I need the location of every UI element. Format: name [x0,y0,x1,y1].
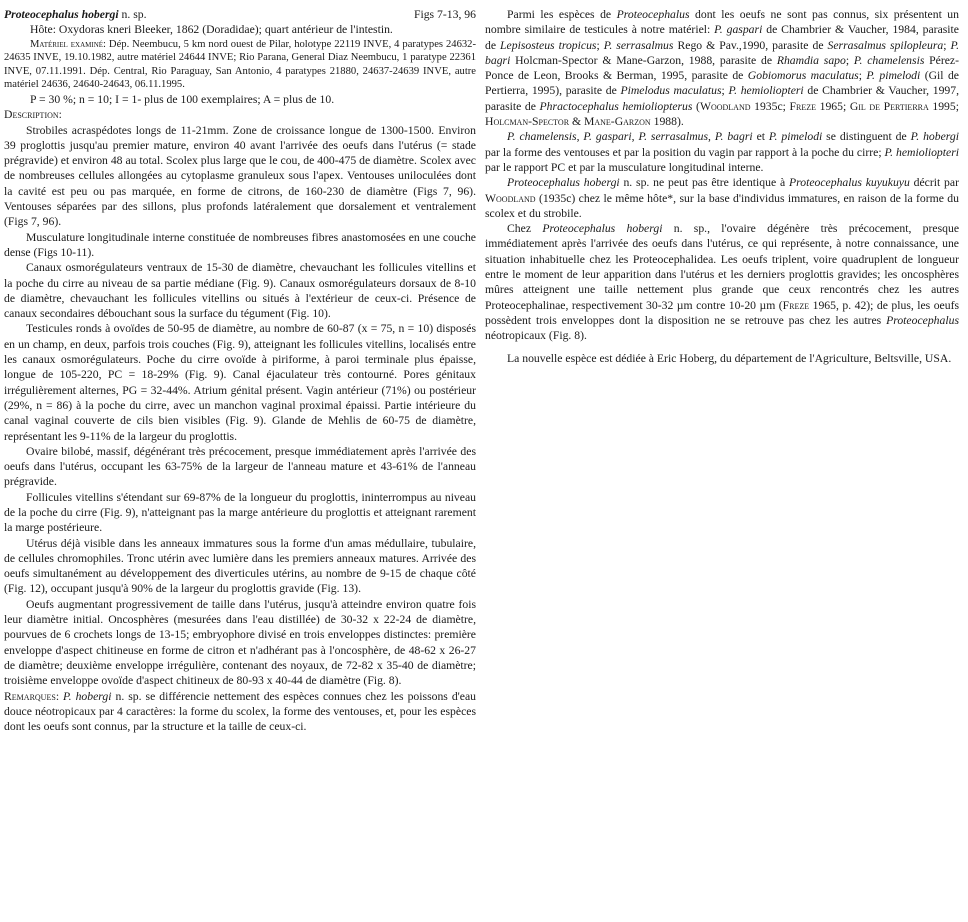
species-name: P. hobergi [910,130,959,144]
comparison-paragraph [485,7,959,129]
text-run: se distinguent de [822,130,911,144]
genus-name: Proteocephalus [886,313,959,327]
dedication-paragraph: La nouvelle espèce est dédiée à Eric Hoberg, du département de l'Agriculture, Beltsville, USA. [507,351,952,365]
species-name: Proteocephalus hobergi [507,176,620,190]
author-citation: Holcman-Spector & Mane-Garzon [485,115,651,129]
text-run: , [708,130,715,144]
species-name: P. bagri [485,38,960,67]
host-name: Phractocephalus hemioliopterus [539,99,693,113]
species-name: Proteocephalus hobergi [542,222,663,236]
material-label: Matériel examiné [30,38,104,50]
text-run: ; [596,38,604,52]
text-run: 1988). [650,115,684,129]
author-citation: Gil de Pertierra [849,99,929,113]
description-colon: : [58,108,62,122]
text-run: , [576,130,584,144]
text-run: Rego & Pav.,1990, parasite de [673,38,828,52]
species-name: P. bagri [714,130,753,144]
text-run: par le rapport PC et par la musculature longitudinal interne. [485,160,764,174]
author-citation: Woodland [699,99,751,113]
author-citation: Freze [789,99,817,113]
text-run: n. sp. ne peut pas être identique à [619,176,789,190]
author-citation: Freze [782,298,810,312]
text-run: de Chambrier & Vaucher, 1984, parasite de [485,23,959,52]
text-run: 1965, p. 42); de plus, les oeufs possèdent trois enveloppes dont la disposition ne se retrouve pas chez les autres [485,298,960,327]
text-run: ; [845,53,854,67]
remarks-text: n. sp. se différencie nettement des espèces connues chez les poissons d'eau douce néotropicaux par 4 caractères: la forme du scolex, la forme des ventouses, et, pour les espèces dont les oeufs sont connus, par la structure et la taille de ceux-ci. [4,689,477,734]
text-run: Holcman-Spector & Mane-Garzon, 1988, parasite de [510,53,777,67]
text-run: 1995; [928,99,959,113]
host-name: Pimelodus maculatus [620,84,722,98]
text-run: n. sp., l'ovaire dégénère très précocement, presque immédiatement après l'arrivée des oeufs dans l'utérus, ce qui représente, à notre connaissance, une situation inhabituelle chez les Proteocephalidea. Les oeufs triplent, voire quadruplent de longueur entre le moment de leur apparition dans l'utérus et les derniers proglottis gravides; les oncosphères mûres atteignent une taille nettement plus grande que ceux rencontrés chez les autres Proteocephalinae, respectivement 30-32 µm contre 10-20 µm ( [485,222,960,312]
comparison-paragraph [485,129,959,175]
genus-name: Proteocephalus [616,8,690,21]
text-run: Parmi les espèces de [507,8,617,21]
material-text: : Dép. Neembucu, 5 km nord ouest de Pilar, holotype 22119 INVE, 4 paratypes 24632-24635 INVE, 19.10.1982, autre matériel 24644 INVE; Rio Parana, General Diaz Neembucu, 1 paratype 22361 INVE, 07.11.1991. Dép. Central, Rio Paraguay, San Antonio, 4 paratypes 21880, 24637-24639 INVE, autre matériel 24636, 24640-24643, 06.11.1995. [4,38,476,91]
species-name: P. hemioliopteri [728,84,804,98]
species-name: P. chamelensis [853,53,925,67]
text-run: Chez [507,222,543,236]
figure-reference: Figs 7-13, 96 [413,8,476,21]
text-run: décrit par [909,176,959,190]
species-name: P. hemioliopteri [884,145,959,159]
description-paragraph: Oeufs augmentant progressivement de taille dans l'utérus, jusqu'à atteindre environ quatre fois leur diamètre initial. Oncosphères (mesurées dans l'eau distillée) de 30-32 x 22-24 de diamètre, pourvues de 6 crochets longs de 13-15; embryophore divisé en trois enveloppes distinctes: première enveloppe d'aspect chitineuse en forme de citron et n'adhérant pas à l'oncosphère, de 48-62 x 26-27 de diamètre; deuxième enveloppe irrégulière, contenant des noyaux, de 72-82 x 35-40 de diamètre; troisième enveloppe ovoïde d'aspect chitineux de 80-93 x 40-44 de diamètre (Fig. 8). [4,597,476,688]
description-paragraph: Follicules vitellins s'étendant sur 69-87% de la longueur du proglottis, ininterrompus au niveau de la poche du cirre (Fig. 9), n'atteignant pas la marge antérieure du proglottis et atteignant rarement la marge postérieure. [4,490,476,535]
remarks-species: P. hobergi [63,689,112,703]
species-name: P. gaspari [714,23,763,37]
description-heading [4,107,476,122]
text-run: Pérez-Ponce de Leon, Brooks & Berman, 1995, parasite de [485,53,960,83]
text-run: dont les oeufs ne sont pas connus, six présentent un nombre similaire de testicules à notre matériel: [485,8,959,37]
left-column [4,7,476,734]
host-name: Rhamdia sapo [776,53,846,67]
species-name: P. gaspari [583,130,632,144]
text-run: ; [858,69,867,83]
host-name: Lepisosteus tropicus [500,38,597,52]
host-name: Gobiomorus maculatus [747,69,859,83]
host-line: Hôte: Oxydoras kneri Bleeker, 1862 (Doradidae); quart antérieur de l'intestin. [30,23,393,37]
text-run: et [752,130,769,144]
species-suffix: n. sp. [118,8,147,21]
text-run: néotropicaux (Fig. 8). [485,329,587,343]
stats-line: P = 30 %; n = 10; I = 1- plus de 100 exemplaires; A = plus de 10. [30,92,335,106]
text-run: de Chambrier & Vaucher, 1997, parasite de [485,84,960,113]
comparison-paragraph [485,175,959,221]
author-citation: Woodland [485,191,536,205]
species-header [4,7,476,22]
remarks-colon: : [55,689,64,703]
species-heading [4,7,147,22]
description-paragraph: Utérus déjà visible dans les anneaux immatures sous la forme d'un amas médullaire, tubulaire, de cellules chromophiles. Tronc utérin avec lumière dans les premiers anneaux matures. Arrivée des oeufs simultanément au développement des diverticules utérins, au nombre de 9-15 de chaque côté (Fig. 12), occupant jusqu'à 90% de la largeur du proglottis gravide (Fig. 13). [4,536,476,596]
discussion-paragraph [485,221,959,343]
species-name: P. pimelodi [768,130,823,144]
species-name: Proteocephalus hobergi [4,8,119,21]
text-run: par la forme des ventouses et par la position du vagin par rapport à la poche du cirre; [485,145,885,159]
text-run: , [631,130,639,144]
description-paragraph: Canaux osmorégulateurs ventraux de 15-30 de diamètre, chevauchant les follicules vitellins et la poche du cirre au niveau de sa partie médiane (Fig. 9). Canaux osmorégulateurs dorsaux de 8-10 de diamètre, chevauchant les follicules vitellins ou situés à l'extérieur de ceux-ci. Présence de canaux secondaires débouchant sous la surface du tégument (Fig. 10). [4,261,476,321]
remarks-paragraph [4,689,476,735]
text-run: (Gil de Pertierra, 1995), parasite de [485,69,959,98]
description-paragraph: Testicules ronds à ovoïdes de 50-95 de diamètre, au nombre de 60-87 (x = 75, n = 10) disposés en un champ, en deux, parfois trois couches (Fig. 9), atteignant les follicules vitellins, localisés entre les canaux osmorégulateurs. Poche du cirre ovoïde à piriforme, à paroi terminale plus épaisse, longue de 105-220, PC = 18-29% (Fig. 9). Canal éjaculateur très contourné. Pores génitaux irrégulièrement alternes, PG = 32-44%. Atrium génital présent. Vagin antérieur (71%) ou postérieur (29%, n = 86) à la poche du cirre, avec un manchon vaginal proximal épaissi. Partie intérieure du canal vaginal couverte de cils bien visibles (Fig. 9). Glande de Mehlis de 60-75 de diamètre, représentant les 9-11% de la largeur du proglottis. [4,322,476,443]
species-name: Proteocephalus kuyukuyu [788,176,910,190]
species-name: P. chamelensis [507,130,577,144]
text-run: (1935c) chez le même hôte*, sur la base d'individus immatures, en raison de la forme du scolex et du strobile. [485,191,959,220]
text-run: ( [692,99,700,113]
description-label: Description [4,108,59,122]
description-paragraph: Strobiles acraspédotes longs de 11-21mm. Zone de croissance longue de 1300-1500. Environ 39 proglottis jusqu'au premier mature, environ 40 avant l'arrivée des oeufs dans l'utérus (= stade prégravide) et environ 48 au total. Scolex plus large que le cou, de 400-475 de diamètre. Scolex avec de nombreuses cellules allongées au cytoplasme granuleux sous l'apex. Ventouses uniloculées dont la cavité est peu ou pas marquée, en forme de citrons, de 160-230 de diamètre (Figs 7, 96). Ventouses séparées par des sillons, plus profonds latéralement que dorsalement et ventralement (Figs 7, 96). [4,123,476,229]
remarks-label: Remarques [4,689,56,703]
species-name: P. pimelodi [866,69,921,83]
material-examined [4,38,476,92]
description-paragraph: Ovaire bilobé, massif, dégénérant très précocement, presque immédiatement après l'arrivée des oeufs dans l'utérus, occupant les 63-75% de la largeur de l'anneau mature et 43-61% de l'anneau prégravide. [4,444,476,489]
text-run: ; [943,38,951,52]
text-run: ; [721,84,729,98]
species-name: P. serrasalmus [638,130,709,144]
host-name: Serrasalmus spilopleura [827,38,944,52]
species-name: P. serrasalmus [603,38,674,52]
text-run: 1935c; [750,99,790,113]
description-paragraph: Musculature longitudinale interne constituée de nombreuses fibres anastomosées en une couche dense (Figs 10-11). [4,230,476,259]
text-run: 1965; [816,99,850,113]
right-column [485,7,959,366]
